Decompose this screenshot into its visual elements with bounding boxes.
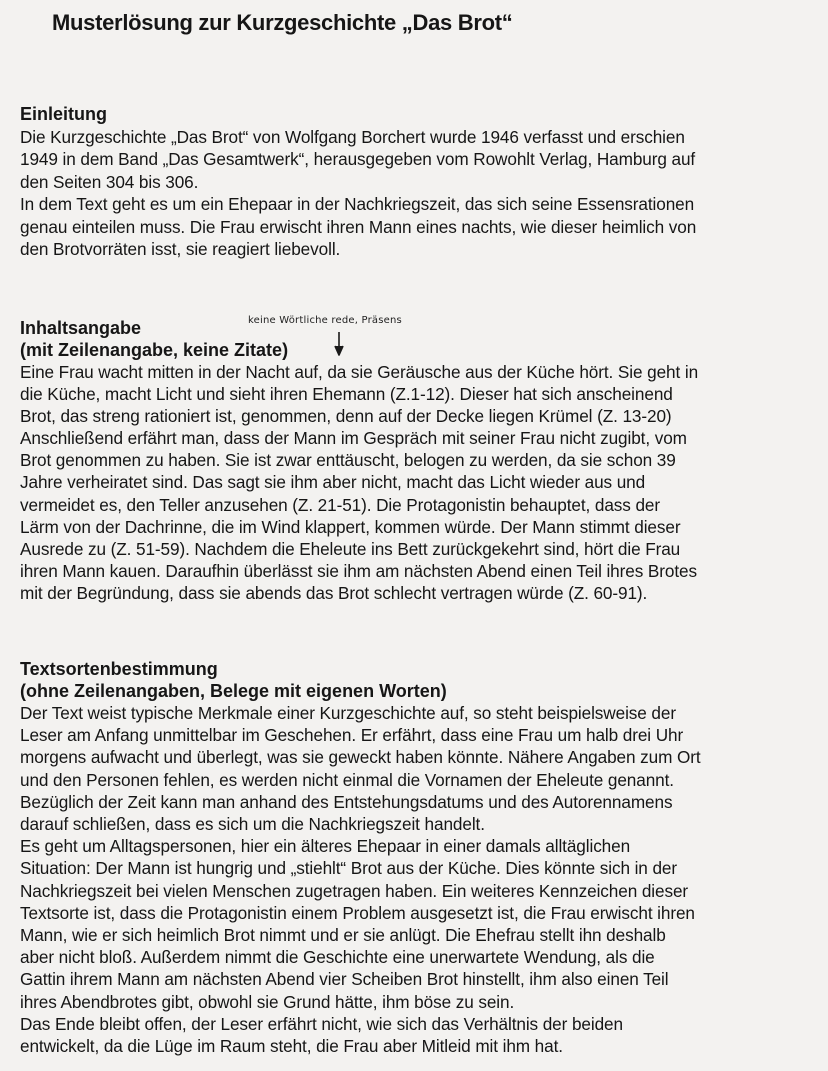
text-line: Ausrede zu (Z. 51-59). Nachdem die Eheleute ins Bett zurückgekehrt sind, hört die Frau xyxy=(20,538,681,559)
text-line: Jahre verheiratet sind. Das sagt sie ihm aber nicht, macht das Licht wieder aus und xyxy=(20,472,646,493)
text-line: den Brotvorräten isst, sie reagiert liebevoll. xyxy=(20,239,341,260)
text-line: morgens aufwacht und überlegt, was sie geweckt haben könnte. Nähere Angaben zum Ort xyxy=(20,747,701,768)
document-title: Musterlösung zur Kurzgeschichte „Das Brot“ xyxy=(52,10,513,35)
text-line: Eine Frau wacht mitten in der Nacht auf, da sie Geräusche aus der Küche hört. Sie geht in xyxy=(20,362,699,382)
section-subheading: (mit Zeilenangabe, keine Zitate) xyxy=(20,340,289,360)
text-line: genau einteilen muss. Die Frau erwischt ihren Mann eines nachts, wie dieser heimlich von xyxy=(20,216,697,237)
text-line: aber nicht bloß. Außerdem nimmt die Geschichte eine unerwartete Wendung, als die xyxy=(20,947,655,968)
text-line: vermeidet es, den Teller anzusehen (Z. 21-51). Die Protagonistin behauptet, dass der xyxy=(20,494,661,515)
section-heading: Inhaltsangabe xyxy=(20,318,142,338)
text-line: Es geht um Alltagspersonen, hier ein älteres Ehepaar in einer damals alltäglichen xyxy=(20,836,631,857)
text-line: darauf schließen, dass es sich um die Nachkriegszeit handelt. xyxy=(20,814,485,835)
text-line: den Seiten 304 bis 306. xyxy=(20,171,199,192)
text-line: In dem Text geht es um ein Ehepaar in der Nachkriegszeit, das sich seine Essensrationen xyxy=(20,194,695,215)
handwritten-annotation: keine Wörtliche rede, Präsens xyxy=(248,315,402,326)
text-line: Gattin ihrem Mann am nächsten Abend vier Scheiben Brot hinstellt, ihm also einen Teil xyxy=(20,969,669,990)
section-inhaltsangabe xyxy=(20,317,820,604)
text-line: Nachkriegszeit bei vielen Menschen zugetragen haben. Ein weiteres Kennzeichen dieser xyxy=(20,880,689,901)
section-textsortenbestimmung xyxy=(20,658,820,1057)
text-line: Bezüglich der Zeit kann man anhand des Entstehungsdatums und des Autorennamens xyxy=(20,791,673,812)
text-line: Textsorte ist, dass die Protagonistin einem Problem ausgesetzt ist, die Frau erwischt ihren xyxy=(20,902,695,923)
section-einleitung xyxy=(20,103,820,260)
text-line: die Küche, macht Licht und sieht ihren Ehemann (Z.1-12). Dieser hat sich anscheinend xyxy=(20,384,673,405)
section-subheading: (ohne Zeilenangaben, Belege mit eigenen Worten) xyxy=(20,681,447,701)
text-line: mit der Begründung, dass sie abends das Brot schlecht vertragen würde (Z. 60-91). xyxy=(20,582,648,603)
text-line: 1949 in dem Band „Das Gesamtwerk“, herausgegeben vom Rowohlt Verlag, Hamburg auf xyxy=(20,149,696,170)
section-heading: Textsortenbestimmung xyxy=(20,659,218,679)
text-line: Lärm von der Dachrinne, die im Wind klappert, kommen würde. Der Mann stimmt dieser xyxy=(20,516,681,537)
text-line: Situation: Der Mann ist hungrig und „stiehlt“ Brot aus der Küche. Dies könnte sich in der xyxy=(20,858,677,879)
text-line: Brot, das streng rationiert ist, genommen, denn auf der Decke liegen Krümel (Z. 13-20) xyxy=(20,406,672,427)
text-line: Leser am Anfang unmittelbar im Geschehen. Er erfährt, dass eine Frau um halb drei Uhr xyxy=(20,725,684,746)
section-heading: Einleitung xyxy=(20,104,107,124)
section-body xyxy=(20,702,820,1057)
arrow-down-icon xyxy=(333,331,345,357)
text-line: Mann, wie er sich heimlich Brot nimmt und er sie anlügt. Die Ehefrau stellt ihn deshalb xyxy=(20,925,666,946)
text-line: Brot genommen zu haben. Sie ist zwar enttäuscht, belogen zu werden, da sie schon 39 xyxy=(20,450,676,471)
text-line: Anschließend erfährt man, dass der Mann im Gespräch mit seiner Frau nicht zugibt, vom xyxy=(20,428,687,449)
text-line: entwickelt, da die Lüge im Raum steht, die Frau aber Mitleid mit ihm hat. xyxy=(20,1036,563,1057)
text-line: Die Kurzgeschichte „Das Brot“ von Wolfgang Borchert wurde 1946 verfasst und erschien xyxy=(20,127,685,147)
text-line: ihren Mann kauen. Daraufhin überlässt sie ihm am nächsten Abend einen Teil ihres Brotes xyxy=(20,560,697,581)
text-line: Der Text weist typische Merkmale einer Kurzgeschichte auf, so steht beispielsweise der xyxy=(20,703,676,723)
section-body xyxy=(20,126,820,260)
text-line: Das Ende bleibt offen, der Leser erfährt nicht, wie sich das Verhältnis der beiden xyxy=(20,1013,623,1034)
text-line: ihres Abendbrotes gibt, obwohl sie Grund hätte, ihm böse zu sein. xyxy=(20,991,515,1012)
text-line: und den Personen fehlen, es werden nicht einmal die Vornamen der Eheleute genannt. xyxy=(20,769,674,790)
section-body xyxy=(20,361,820,604)
